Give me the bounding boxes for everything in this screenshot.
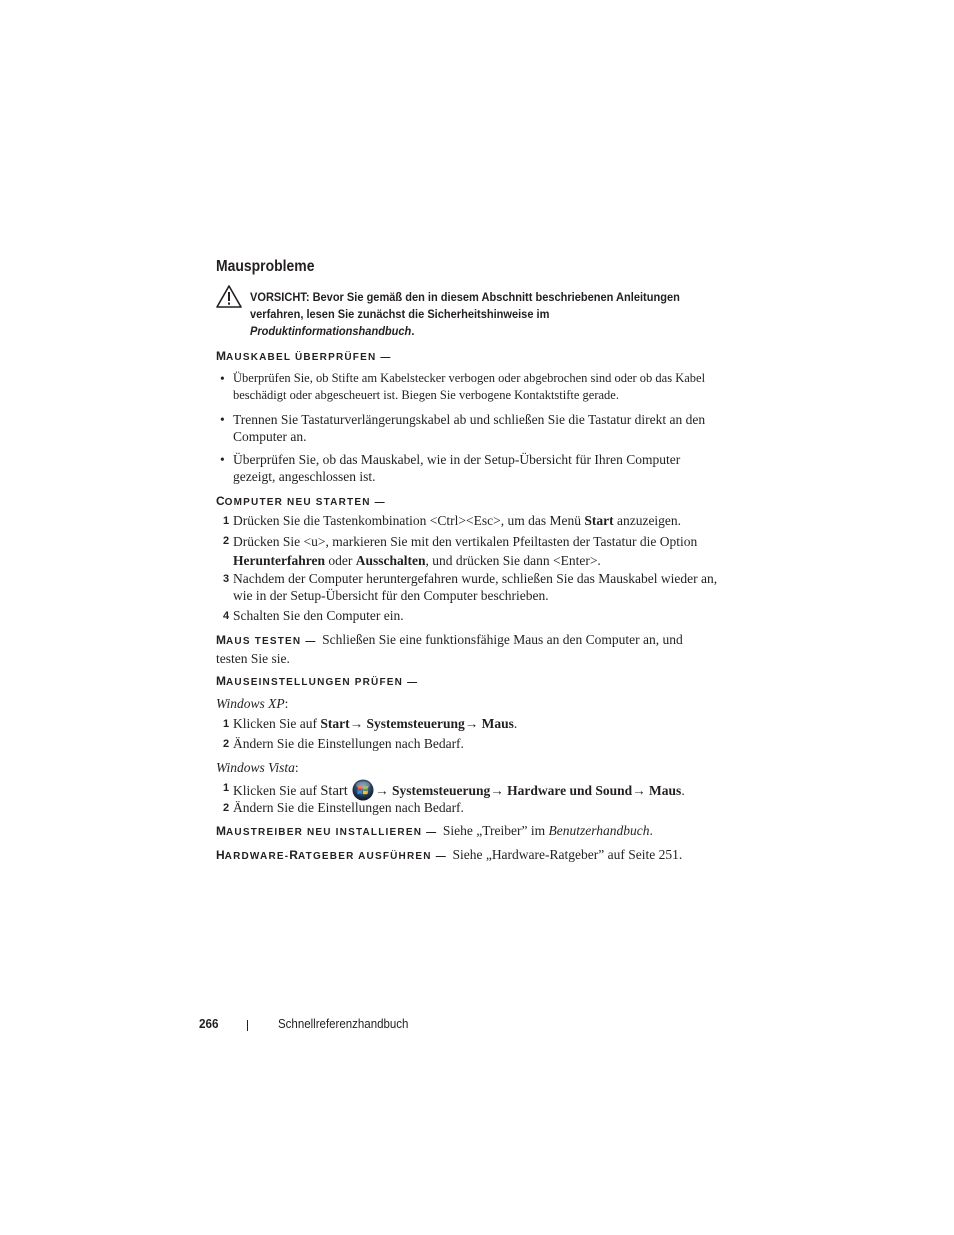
warning-triangle-icon: [216, 285, 242, 308]
heading-maus-testen: MAUS TESTEN —: [216, 633, 316, 647]
step-item: 2 Ändern Sie die Einstellungen nach Bedarf.: [223, 800, 464, 815]
heading-ratgeber: HARDWARE-RATGEBER AUSFÜHREN —: [216, 848, 446, 862]
heading-einstellungen: MAUSEINSTELLUNGEN PRÜFEN —: [216, 674, 418, 688]
list-item: • Trennen Sie Tastaturverlängerungskabel ab und schließen Sie die Tastatur direkt an den Computer an.: [220, 412, 706, 444]
bullet-icon: •: [220, 412, 225, 427]
windows-xp-label: Windows XP:: [216, 696, 289, 711]
caution-label: VORSICHT:: [250, 290, 310, 304]
step-item: 2 Ändern Sie die Einstellungen nach Bedarf.: [223, 736, 464, 751]
heading-neustart: COMPUTER NEU STARTEN —: [216, 494, 385, 508]
caution-body: Bevor Sie gemäß den in diesem Abschnitt beschriebenen Anleitungen verfahren, lesen Sie zunächst die Sicherheitshinweise im: [250, 290, 680, 321]
footer-separator: [247, 1020, 248, 1031]
treiber-paragraph: MAUSTREIBER NEU INSTALLIEREN — Siehe „Treiber” im Benutzerhandbuch.: [216, 823, 653, 838]
bullet-icon: •: [220, 371, 225, 386]
maus-testen-paragraph: MAUS TESTEN — Schließen Sie eine funktionsfähige Maus an den Computer an, und testen Sie sie.: [216, 632, 683, 666]
step-item: 3 Nachdem der Computer heruntergefahren wurde, schließen Sie das Mauskabel wieder an, wie in der Setup-Übersicht für den Computer beschrieben.: [223, 571, 718, 603]
list-item: • Überprüfen Sie, ob das Mauskabel, wie in der Setup-Übersicht für Ihren Computer gezeigt, angeschlossen ist.: [220, 452, 681, 484]
list-item: • Überprüfen Sie, ob Stifte am Kabelstecker verbogen oder abgebrochen sind oder ob das Kabel beschädigt oder abgescheuert ist. Biegen Sie verbogene Kontaktstifte gerade.: [220, 371, 706, 402]
section-title: Mausprobleme: [216, 258, 315, 275]
heading-treiber: MAUSTREIBER NEU INSTALLIEREN —: [216, 824, 437, 838]
step-item: 1 Klicken Sie auf Start→ Systemsteuerung→ Maus.: [223, 716, 518, 731]
ratgeber-paragraph: HARDWARE-RATGEBER AUSFÜHREN — Siehe „Hardware-Ratgeber” auf Seite 251.: [216, 847, 683, 862]
footer-title: Schnellreferenzhandbuch: [278, 1017, 409, 1031]
page-number: 266: [199, 1016, 219, 1031]
step-item: 1 Klicken Sie auf Start → Systemsteuerung→ Hardware und Sound→ Maus.: [216, 777, 716, 799]
step-item: 4 Schalten Sie den Computer ein.: [223, 608, 404, 623]
windows-vista-label: Windows Vista:: [216, 760, 299, 775]
bullet-icon: •: [220, 452, 225, 467]
caution-doc-title: Produktinformationshandbuch: [250, 324, 412, 338]
step-item: 2 Drücken Sie <u>, markieren Sie mit den vertikalen Pfeiltasten der Tastatur die Option Herunterfahren oder Ausschalten, und drücken Sie dann <Enter>.: [223, 534, 698, 568]
caution-text: VORSICHT: Bevor Sie gemäß den in diesem Abschnitt beschriebenen Anleitungen verfahren, lesen Sie zunächst die Sicherheitshinweise im Produktinformationshandbuch.: [250, 290, 680, 338]
heading-mauskabel: MAUSKABEL ÜBERPRÜFEN —: [216, 349, 391, 363]
step-item: 1 Drücken Sie die Tastenkombination <Ctrl><Esc>, um das Menü Start anzuzeigen.: [223, 513, 682, 528]
windows-vista-start-icon: [352, 779, 374, 801]
